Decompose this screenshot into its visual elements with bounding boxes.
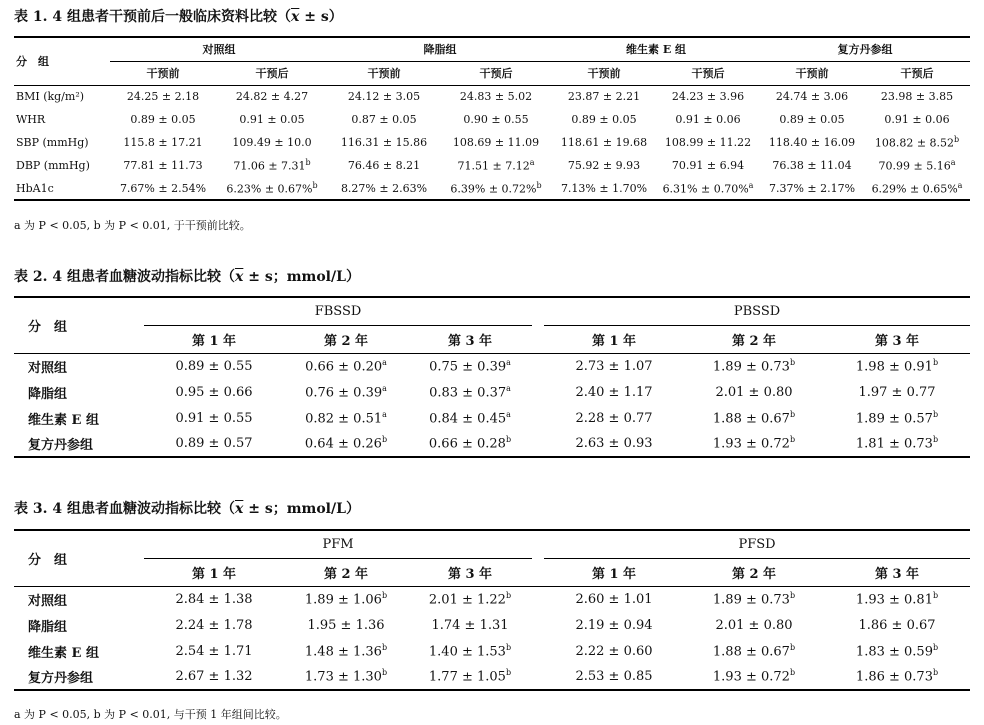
table1-sub-after: 干预后: [656, 61, 760, 85]
table2-title: [14, 266, 360, 286]
row-label: 降脂组: [28, 619, 68, 635]
cell-value: 118.61 ± 19.68: [560, 136, 648, 149]
significance-mark: b: [932, 435, 939, 445]
cell-value: 0.64 ± 0.26: [304, 436, 382, 452]
significance-mark: a: [382, 383, 387, 393]
cell-value: 1.74 ± 1.31: [431, 617, 509, 633]
table-row: [14, 131, 970, 154]
cell-value: 0.66 ± 0.20: [305, 359, 383, 375]
table2-year-header: 第 3 年: [824, 325, 970, 353]
table-cell: [552, 85, 656, 108]
table3-year-header: 第 2 年: [284, 558, 408, 586]
table-cell: [144, 353, 284, 379]
table-cell: [760, 177, 864, 200]
cell-value: 2.01 ± 0.80: [715, 617, 793, 633]
table2-title-mean: $\overline{x}$: [234, 269, 244, 285]
significance-mark: b: [305, 158, 311, 168]
cell-value: 71.51 ± 7.12: [457, 159, 530, 173]
cell-value: 1.93 ± 0.81: [855, 592, 933, 608]
table-cell: [684, 638, 824, 664]
table-cell: [760, 108, 864, 131]
table2-year-header: 第 2 年: [284, 325, 408, 353]
cell-value: 0.89 ± 0.05: [130, 113, 196, 126]
table3-title-suffix: ± s；mmol/L）: [243, 501, 360, 517]
table-cell: [824, 664, 970, 690]
table1-sub-after: 干预后: [864, 61, 970, 85]
significance-mark: b: [505, 591, 512, 601]
row-label: 降脂组: [28, 386, 68, 402]
cell-value: 1.89 ± 1.06: [304, 592, 382, 608]
table1-group-danshen: 复方丹参组: [760, 37, 970, 61]
cell-value: 0.87 ± 0.05: [351, 113, 417, 126]
table-cell: [544, 405, 684, 431]
table3-year-header: 第 3 年: [408, 558, 532, 586]
cell-value: 7.67% ± 2.54%: [119, 181, 207, 195]
table2-year-header: 第 1 年: [144, 325, 284, 353]
cell-value: 2.60 ± 1.01: [575, 591, 653, 607]
cell-value: 2.73 ± 1.07: [575, 358, 653, 374]
cell-value: 76.46 ± 8.21: [347, 159, 421, 172]
table-cell: [284, 431, 408, 457]
table-cell: [824, 405, 970, 431]
table-row: [14, 612, 970, 638]
row-label: WHR: [16, 113, 46, 126]
table-cell: [408, 431, 532, 457]
cell-value: 1.73 ± 1.30: [304, 669, 382, 685]
table-cell: [144, 638, 284, 664]
table2-year-header: 第 1 年: [544, 325, 684, 353]
table-cell: [544, 612, 684, 638]
table-cell: [684, 586, 824, 612]
row-label: 维生素 E 组: [28, 412, 99, 428]
cell-value: 1.97 ± 0.77: [858, 384, 936, 400]
cell-value: 2.67 ± 1.32: [175, 669, 253, 684]
cell-value: 0.91 ± 0.06: [675, 113, 741, 126]
table3-year-header: 第 2 年: [684, 558, 824, 586]
cell-value: 2.22 ± 0.60: [575, 643, 653, 659]
table-cell: [544, 353, 684, 379]
cell-value: 70.91 ± 6.94: [671, 159, 745, 172]
significance-mark: b: [932, 358, 939, 368]
table-cell: [284, 405, 408, 431]
cell-value: 24.12 ± 3.05: [347, 90, 421, 104]
table-cell: [552, 131, 656, 154]
cell-value: 2.53 ± 0.85: [575, 669, 653, 684]
table-cell: [110, 85, 216, 108]
table1-title-text: 表 1. 4 组患者干预前后一般临床资料比较（: [14, 9, 291, 25]
table1-sub-after: 干预后: [216, 61, 328, 85]
significance-mark: a: [950, 158, 956, 168]
cell-value: 2.24 ± 1.78: [175, 617, 253, 633]
table-cell: [864, 177, 970, 200]
cell-value: 1.48 ± 1.36: [304, 644, 382, 660]
table-row: [14, 85, 970, 108]
cell-value: 1.86 ± 0.73: [855, 669, 933, 685]
table3-section-pfm: PFM: [144, 530, 532, 558]
table1-sub-before: 干预前: [552, 61, 656, 85]
cell-value: 0.90 ± 0.55: [463, 113, 529, 126]
cell-value: 108.82 ± 8.52: [874, 136, 955, 150]
cell-value: 76.38 ± 11.04: [772, 159, 852, 172]
significance-mark: b: [381, 668, 388, 678]
table-cell: [440, 131, 552, 154]
cell-value: 75.92 ± 9.93: [567, 159, 641, 172]
column-gap: [532, 664, 544, 690]
table-cell: [864, 85, 970, 108]
column-gap: [532, 586, 544, 612]
table-row: [14, 177, 970, 200]
table-cell: [684, 379, 824, 405]
table-cell: [656, 177, 760, 200]
row-label: 维生素 E 组: [28, 645, 99, 661]
table-cell: [408, 379, 532, 405]
table-cell: [144, 612, 284, 638]
table-cell: [824, 586, 970, 612]
table-row: [14, 353, 970, 379]
significance-mark: b: [932, 591, 939, 601]
table-cell: [544, 379, 684, 405]
cell-value: 0.91 ± 0.05: [239, 113, 305, 126]
significance-mark: b: [789, 591, 796, 601]
table-cell: [824, 379, 970, 405]
cell-value: 2.28 ± 0.77: [575, 410, 653, 426]
table-cell: [760, 154, 864, 177]
cell-value: 0.91 ± 0.55: [175, 410, 253, 426]
cell-value: 1.95 ± 1.36: [307, 617, 385, 633]
table-cell: [684, 612, 824, 638]
column-gap: [532, 379, 544, 405]
cell-value: 0.91 ± 0.06: [884, 113, 950, 126]
cell-value: 1.77 ± 1.05: [428, 669, 506, 685]
significance-mark: a: [506, 358, 511, 368]
table-row: [14, 586, 970, 612]
cell-value: 24.25 ± 2.18: [126, 90, 200, 104]
cell-value: 1.89 ± 0.73: [712, 592, 790, 608]
column-gap: [532, 638, 544, 664]
table3-title-mean: $\overline{x}$: [234, 501, 244, 517]
table-cell: [684, 431, 824, 457]
table-cell: [544, 586, 684, 612]
cell-value: 2.40 ± 1.17: [575, 384, 653, 400]
table-cell: [684, 664, 824, 690]
table-cell: [216, 85, 328, 108]
table1-group-lipid: 降脂组: [328, 37, 552, 61]
table-cell: [864, 131, 970, 154]
table-cell: [864, 108, 970, 131]
table-cell: [328, 154, 440, 177]
cell-value: 1.83 ± 0.59: [855, 644, 933, 660]
column-gap: [532, 405, 544, 431]
table3-note: a 为 P < 0.05, b 为 P < 0.01, 与干预 1 年组间比较。: [14, 708, 287, 721]
significance-mark: b: [789, 668, 796, 678]
significance-mark: b: [505, 435, 512, 445]
cell-value: 2.63 ± 0.93: [575, 436, 653, 451]
table1: [14, 36, 970, 201]
cell-value: 1.88 ± 0.67: [712, 411, 790, 427]
cell-value: 0.66 ± 0.28: [428, 436, 506, 452]
column-gap: [532, 612, 544, 638]
column-gap: [532, 431, 544, 457]
row-label: SBP (mmHg): [16, 136, 89, 149]
row-label: BMI (kg/m²): [16, 90, 85, 104]
table-row: [14, 638, 970, 664]
table-cell: [110, 108, 216, 131]
cell-value: 2.01 ± 0.80: [715, 384, 793, 400]
table2-title-text: 表 2. 4 组患者血糖波动指标比较（: [14, 269, 235, 285]
cell-value: 1.93 ± 0.72: [712, 436, 790, 452]
table-cell: [684, 405, 824, 431]
table-cell: [284, 664, 408, 690]
table1-sub-before: 干预前: [110, 61, 216, 85]
cell-value: 116.31 ± 15.86: [340, 136, 428, 149]
cell-value: 0.76 ± 0.39: [305, 385, 383, 401]
cell-value: 0.89 ± 0.05: [571, 113, 637, 126]
table3-group-header: 分 组: [14, 530, 144, 586]
table1-sub-after: 干预后: [440, 61, 552, 85]
table1-title-mean: $\overline{x}$: [290, 9, 300, 25]
row-label: 复方丹参组: [14, 664, 144, 690]
table-cell: [284, 353, 408, 379]
table-cell: [284, 638, 408, 664]
table-cell: [328, 177, 440, 200]
table3-section-pfsd: PFSD: [544, 530, 970, 558]
table-cell: [440, 85, 552, 108]
cell-value: 1.93 ± 0.72: [712, 669, 790, 685]
table-cell: [284, 586, 408, 612]
cell-value: 2.01 ± 1.22: [428, 592, 506, 608]
table-cell: [216, 177, 328, 200]
significance-mark: b: [789, 435, 796, 445]
table1-sub-before: 干预前: [760, 61, 864, 85]
table-cell: [544, 431, 684, 457]
cell-value: 1.88 ± 0.67: [712, 644, 790, 660]
table-cell: [824, 638, 970, 664]
cell-value: 1.86 ± 0.67: [858, 617, 936, 633]
table-cell: [552, 154, 656, 177]
table-cell: [656, 131, 760, 154]
cell-value: 108.69 ± 11.09: [452, 136, 540, 149]
significance-mark: a: [748, 180, 754, 190]
table-cell: [216, 154, 328, 177]
cell-value: 2.19 ± 0.94: [575, 617, 653, 633]
significance-mark: b: [505, 668, 512, 678]
table-cell: [824, 353, 970, 379]
table-cell: [552, 177, 656, 200]
significance-mark: b: [789, 358, 796, 368]
row-label: 对照组: [28, 593, 68, 609]
cell-value: 0.89 ± 0.05: [779, 113, 845, 126]
table-cell: [440, 177, 552, 200]
table-cell: [144, 431, 284, 457]
table3-year-header: 第 3 年: [824, 558, 970, 586]
cell-value: 1.81 ± 0.73: [855, 436, 933, 452]
table-cell: [824, 431, 970, 457]
cell-value: 6.23% ± 0.67%: [226, 182, 313, 196]
cell-value: 1.89 ± 0.57: [855, 411, 933, 427]
row-label: HbA1c: [14, 177, 110, 200]
cell-value: 115.8 ± 17.21: [123, 136, 203, 149]
table-cell: [408, 638, 532, 664]
table1-title-suffix: ± s）: [299, 9, 343, 25]
table-cell: [284, 379, 408, 405]
significance-mark: b: [932, 642, 939, 652]
table3-year-header: 第 1 年: [144, 558, 284, 586]
table-row: [14, 431, 970, 457]
cell-value: 109.49 ± 10.0: [232, 136, 312, 149]
table-cell: [656, 108, 760, 131]
table-cell: [656, 85, 760, 108]
table1-note: a 为 P < 0.05, b 为 P < 0.01, 于干预前比较。: [14, 219, 251, 232]
table-cell: [144, 379, 284, 405]
cell-value: 1.98 ± 0.91: [855, 359, 933, 375]
table-row: [14, 379, 970, 405]
table1-title: [14, 6, 343, 26]
table2-year-header: 第 2 年: [684, 325, 824, 353]
significance-mark: b: [312, 180, 318, 190]
significance-mark: a: [529, 158, 535, 168]
cell-value: 24.83 ± 5.02: [459, 90, 533, 104]
cell-value: 24.82 ± 4.27: [235, 90, 309, 104]
table-cell: [328, 85, 440, 108]
significance-mark: b: [789, 409, 796, 419]
table-cell: [110, 154, 216, 177]
significance-mark: a: [382, 358, 387, 368]
table-cell: [656, 154, 760, 177]
cell-value: 1.89 ± 0.73: [712, 359, 790, 375]
cell-value: 6.39% ± 0.72%: [450, 182, 537, 196]
table2-title-suffix: ± s；mmol/L）: [243, 269, 360, 285]
table2: [14, 296, 970, 458]
table-cell: [760, 131, 864, 154]
table-cell: [440, 154, 552, 177]
cell-value: 108.99 ± 11.22: [664, 136, 752, 149]
cell-value: 77.81 ± 11.73: [123, 159, 203, 172]
table-cell: [408, 586, 532, 612]
significance-mark: b: [381, 591, 388, 601]
cell-value: 0.83 ± 0.37: [429, 385, 507, 401]
cell-value: 6.29% ± 0.65%: [871, 182, 958, 196]
table1-group-header: 分 组: [14, 37, 110, 85]
table-cell: [284, 612, 408, 638]
table-cell: [440, 108, 552, 131]
table-cell: [144, 664, 284, 690]
significance-mark: b: [954, 135, 960, 145]
cell-value: 71.06 ± 7.31: [233, 159, 306, 173]
cell-value: 0.75 ± 0.39: [429, 359, 507, 375]
table-cell: [408, 353, 532, 379]
column-gap: [532, 353, 544, 379]
cell-value: 0.84 ± 0.45: [429, 411, 507, 427]
table-cell: [760, 85, 864, 108]
cell-value: 118.40 ± 16.09: [768, 136, 856, 149]
table-cell: [824, 612, 970, 638]
table-cell: [544, 664, 684, 690]
row-label: DBP (mmHg): [16, 159, 90, 172]
row-label: 复方丹参组: [14, 431, 144, 457]
cell-value: 0.95 ± 0.66: [175, 384, 253, 400]
significance-mark: a: [506, 409, 511, 419]
table3-year-header: 第 1 年: [544, 558, 684, 586]
cell-value: 6.31% ± 0.70%: [662, 182, 749, 196]
significance-mark: b: [381, 642, 388, 652]
cell-value: 24.23 ± 3.96: [671, 90, 745, 104]
cell-value: 2.84 ± 1.38: [175, 591, 253, 607]
significance-mark: a: [382, 409, 387, 419]
significance-mark: a: [957, 180, 963, 190]
table2-year-header: 第 3 年: [408, 325, 532, 353]
cell-value: 0.89 ± 0.57: [175, 436, 253, 451]
significance-mark: b: [505, 642, 512, 652]
table-cell: [552, 108, 656, 131]
cell-value: 8.27% ± 2.63%: [340, 181, 428, 195]
cell-value: 0.89 ± 0.55: [175, 358, 253, 374]
cell-value: 7.37% ± 2.17%: [768, 181, 856, 195]
table-cell: [408, 664, 532, 690]
table-cell: [110, 131, 216, 154]
significance-mark: b: [932, 668, 939, 678]
table-row: [14, 405, 970, 431]
table-row: [14, 664, 970, 690]
table-cell: [408, 612, 532, 638]
table2-section-pbssd: PBSSD: [544, 297, 970, 325]
table-cell: [216, 131, 328, 154]
table1-sub-before: 干预前: [328, 61, 440, 85]
table-cell: [216, 108, 328, 131]
table-cell: [408, 405, 532, 431]
table-cell: [864, 154, 970, 177]
table-cell: [144, 405, 284, 431]
cell-value: 70.99 ± 5.16: [878, 159, 951, 173]
cell-value: 7.13% ± 1.70%: [560, 181, 648, 195]
table-cell: [144, 586, 284, 612]
cell-value: 0.82 ± 0.51: [305, 411, 383, 427]
table-cell: [684, 353, 824, 379]
table1-group-control: 对照组: [110, 37, 328, 61]
table-cell: [544, 638, 684, 664]
table-cell: [110, 177, 216, 200]
cell-value: 23.87 ± 2.21: [567, 90, 641, 104]
table-row: [14, 108, 970, 131]
significance-mark: a: [506, 383, 511, 393]
significance-mark: b: [536, 180, 542, 190]
cell-value: 23.98 ± 3.85: [880, 90, 954, 104]
table-cell: [328, 131, 440, 154]
table2-group-header: 分 组: [14, 297, 144, 353]
row-label: 对照组: [28, 360, 68, 376]
significance-mark: b: [381, 435, 388, 445]
table1-group-vite: 维生素 E 组: [552, 37, 760, 61]
significance-mark: b: [932, 409, 939, 419]
table3-title-text: 表 3. 4 组患者血糖波动指标比较（: [14, 501, 235, 517]
cell-value: 24.74 ± 3.06: [775, 90, 849, 104]
table-row: [14, 154, 970, 177]
significance-mark: b: [789, 642, 796, 652]
table-cell: [328, 108, 440, 131]
table2-section-fbssd: FBSSD: [144, 297, 532, 325]
table3: [14, 529, 970, 691]
cell-value: 2.54 ± 1.71: [175, 643, 253, 659]
cell-value: 1.40 ± 1.53: [428, 644, 506, 660]
table3-title: [14, 498, 360, 518]
